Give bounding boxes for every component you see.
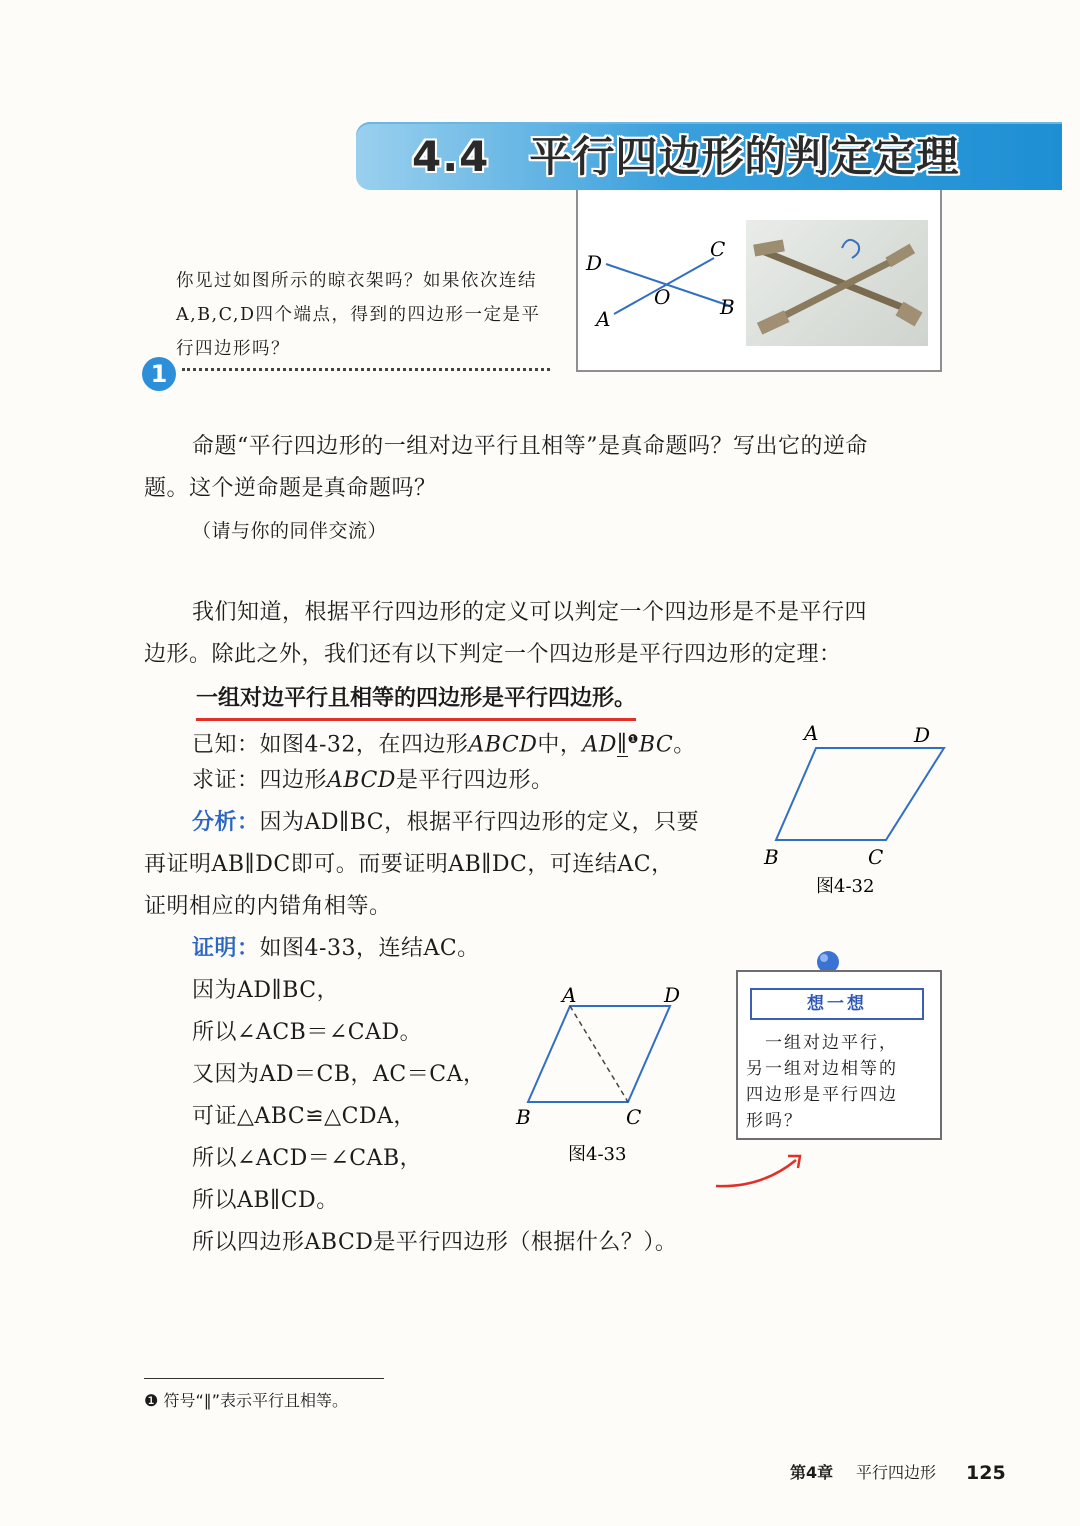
label-o: O [654, 285, 671, 309]
proof-step: 所以四边形ABCD是平行四边形（根据什么？）。 [192, 1230, 678, 1255]
fig33-label-b: B [516, 1105, 531, 1129]
parallel-equal-symbol [617, 724, 628, 766]
proof-step: 可证△ABC≌△CDA， [192, 1104, 416, 1129]
prove-statement [192, 760, 553, 802]
proof-intro: 如图4-33，连结AC。 [259, 936, 480, 961]
proof-step: 所以AB∥CD。 [192, 1188, 339, 1213]
label-b: B [720, 295, 735, 319]
crossed-lines-diagram [580, 230, 740, 340]
body-line-2: 边形。除此之外，我们还有以下判定一个四边形是平行四边形的定理： [144, 642, 842, 667]
label-a: A [596, 307, 611, 331]
footnote-rule [144, 1378, 384, 1379]
activity-badge: 1 [142, 357, 176, 391]
proof-label: 证明： [192, 936, 260, 961]
label-c: C [710, 237, 726, 261]
equal-bar [617, 756, 628, 757]
proof-step: 又因为AD＝CB，AC＝CA， [192, 1062, 486, 1087]
proof-step: 所以∠ACB＝∠CAD。 [192, 1020, 423, 1045]
fig32-label-d: D [914, 723, 931, 747]
proof-heading [192, 928, 480, 970]
footer-chapter-title: 平行四边形 [856, 1463, 937, 1482]
prove-suffix: 是平行四边形。 [395, 768, 554, 793]
think-line: 四边形是平行四边 [746, 1085, 898, 1105]
parallelogram-abcd [776, 748, 944, 840]
analysis-label: 分析： [192, 810, 260, 835]
intro-question: 你见过如图所示的晾衣架吗？如果依次连结A,B,C,D四个端点，得到的四边形一定是平行四边形吗？ [176, 271, 541, 359]
fig33-label-d: D [664, 983, 681, 1007]
given-ad: AD [582, 732, 617, 758]
analysis-text-1: 因为AD∥BC，根据平行四边形的定义，只要 [259, 810, 700, 835]
fig32-caption: 图4-32 [816, 876, 875, 897]
footnote-ref: ❶ [627, 732, 639, 746]
prove-prefix: 求证：四边形 [192, 768, 328, 793]
given-mid: 中， [537, 732, 583, 758]
label-d: D [586, 251, 603, 275]
footnote-text: 符号“∥”表示平行且相等。 [163, 1391, 349, 1410]
section-heading [412, 127, 959, 187]
proof-step: 因为AD∥BC， [192, 978, 340, 1003]
fig32-label-a: A [804, 722, 819, 745]
footnote-mark: ❶ [144, 1391, 159, 1410]
proof-step: 所以∠ACD＝∠CAB， [192, 1146, 423, 1171]
section-number: 4.4 [412, 132, 490, 181]
red-arrow-icon [712, 1144, 812, 1194]
think-line: 另一组对边相等的 [746, 1059, 898, 1079]
figure-4-32 [756, 722, 946, 902]
think-body [746, 1030, 928, 1134]
given-prefix: 已知：如图4-32，在四边形 [192, 732, 469, 758]
footnote [144, 1388, 348, 1414]
prove-quad: ABCD [327, 768, 396, 793]
question-line-2: 题。这个逆命题是真命题吗？ [144, 476, 437, 501]
footer-chapter: 第4章 [790, 1463, 834, 1482]
fig33-caption: 图4-33 [568, 1144, 627, 1165]
analysis-line-3: 证明相应的内错角相等。 [144, 894, 392, 919]
given-quad: ABCD [468, 732, 538, 758]
given-end: 。 [673, 732, 696, 758]
clothes-rack-illustration [746, 220, 928, 346]
question-note: （请与你的同伴交流） [192, 520, 388, 542]
fig33-label-c: C [626, 1105, 642, 1129]
question-line-1: 命题“平行四边形的一组对边平行且相等”是真命题吗？写出它的逆命 [192, 434, 868, 459]
fig32-label-b: B [764, 845, 779, 869]
analysis-line-2: 再证明AB∥DC即可。而要证明AB∥DC，可连结AC， [144, 852, 674, 877]
page-number: 125 [966, 1462, 1006, 1484]
diagonal-ac [570, 1006, 628, 1102]
dotted-separator [182, 368, 550, 371]
fig32-label-c: C [868, 845, 884, 869]
theorem-statement: 一组对边平行且相等的四边形是平行四边形。 [196, 682, 636, 721]
clothes-rack-photo [746, 220, 928, 346]
think-line: 一组对边平行， [746, 1033, 898, 1053]
given-bc: BC [638, 732, 674, 758]
body-line-1: 我们知道，根据平行四边形的定义可以判定一个四边形是不是平行四 [192, 600, 868, 625]
think-title: 想一想 [750, 988, 924, 1020]
section-title: 平行四边形的判定定理 [529, 132, 960, 181]
figure-4-33 [510, 982, 710, 1172]
fig33-label-a: A [562, 983, 577, 1007]
parallel-symbol: ∥ [616, 732, 628, 758]
analysis-line-1 [192, 802, 699, 844]
think-line: 形吗？ [746, 1111, 803, 1131]
